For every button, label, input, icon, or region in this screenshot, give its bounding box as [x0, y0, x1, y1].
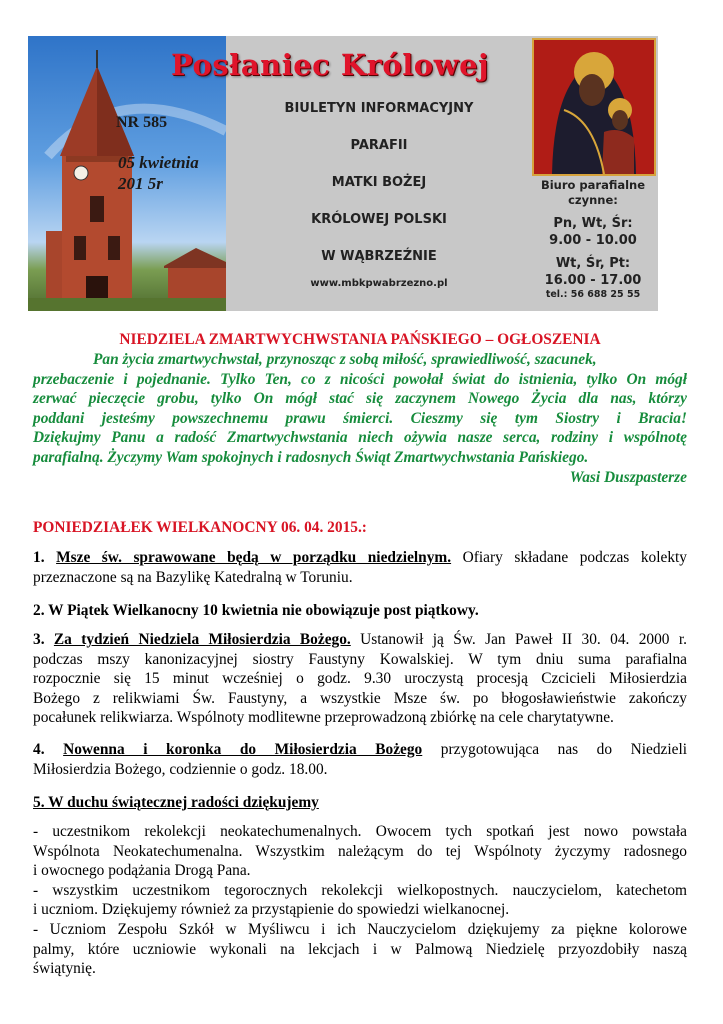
madonna-image	[534, 40, 654, 174]
masthead	[28, 36, 658, 311]
announcement-4-title: Nowenna i koronka do Miłosierdzia Bożego	[63, 741, 423, 758]
greeting-heading: NIEDZIELA ZMARTWYCHWSTANIA PAŃSKIEGO – OGŁOSZENIA	[119, 331, 601, 348]
issue-number: NR 585	[116, 114, 168, 131]
announcement-4: 4. Nowenna i koronka do Miłosierdzia Bożego przygotowująca nas do Niedzieli Miłosierdzia Bożego, codziennie o godz. 18.00.	[33, 741, 688, 778]
madonna-icon	[532, 38, 656, 176]
thanks-list: - uczestnikom rekolekcji neokatechumenalnych. Owocem tych spotkań jest nowo powstała Wspólnota Neokatechumenalna. Wszystkim należącym do tej Wspólnoty życzymy radosnego i owocnego podążania Drogą Pana. - wszystkim uczestnikom tegorocznych rekolekcji wielkopostnych. nauczycielom, katechetom i uczniom. Dziękujemy również za przystąpienie do spowiedzi wielkanocnej. - Uczniom Zespołu Szkół w Myśliwcu i ich Nauczycielom dziękujemy za piękne kolorowe palmy, które uczniowie wykonali na lekcjach i w Palmową Niedzielę przyozdobiły naszą świątynię.	[33, 823, 687, 978]
website-link[interactable]: www.mbkpwabrzezno.pl	[310, 278, 448, 289]
bulletin-line: PARAFII	[350, 138, 408, 153]
announcement-5: 5. W duchu świątecznej radości dziękujemy	[33, 794, 319, 811]
bulletin-line: KRÓLOWEJ POLSKI	[311, 212, 447, 227]
bulletin-line: W WĄBRZEŹNIE	[321, 249, 437, 264]
announcement-2: 2. W Piątek Wielkanocny 10 kwietnia nie obowiązuje post piątkowy.	[33, 602, 479, 619]
signature: Wasi Duszpasterze	[569, 468, 687, 486]
issue-date: 05 kwietnia 201 5r	[118, 153, 199, 193]
phone-number: tel.: 56 688 25 55	[545, 289, 641, 300]
announcement-1-title: Msze św. sprawowane będą w porządku niedzielnym.	[56, 549, 452, 566]
announcement-3: 3. Za tydzień Niedziela Miłosierdzia Bożego. Ustanowił ją Św. Jan Paweł II 30. 04. 2000 r. podczas mszy kanonizacyjnej siostry Faustyny Kowalskiej. W tym dniu suma parafialna rozpocznie się 15 minut wcześniej o godz. 9.30 uroczystą procesją Czcicieli Miłosierdzia Bożego z relikwiami Św. Faustyny, a wszystkie Msze św. po błogosławieństwie zakończy pocałunek relikwiarza. Wspólnoty modlitewne przeprowadzoną zbiórkę na cele charytatywne.	[33, 631, 687, 727]
bulletin-line: MATKI BOŻEJ	[331, 175, 427, 190]
bulletin-info	[234, 98, 524, 283]
parish-office-hours: Biuro parafialne czynne: Pn, Wt, Śr: 9.00 - 10.00 Wt, Śr, Pt: 16.00 - 17.00 tel.: 56 688 25 55	[528, 178, 658, 301]
section-heading: PONIEDZIAŁEK WIELKANOCNY 06. 04. 2015.:	[33, 519, 367, 536]
bulletin-line: BIULETYN INFORMACYJNY	[284, 101, 474, 116]
announcement-3-title: Za tydzień Niedziela Miłosierdzia Bożego.	[53, 631, 351, 648]
announcement-1: 1. Msze św. sprawowane będą w porządku niedzielnym. Ofiary składane podczas kolekty przeznaczone są na Bazylikę Katedralną w Toruniu.	[33, 549, 687, 586]
newsletter-title: Posłaniec Królowej	[170, 48, 490, 82]
greeting-paragraph: Pan życia zmartwychwstał, przynosząc z sobą miłość, sprawiedliwość, szacunek, przebaczenie i pojednanie. Tylko Ten, co z nicości powołał świat do istnienia, tylko On mógł zerwać pieczęcie grobu, tylko On mógł stać się zaczynem Nowego Życia dla nas, którzy poddani jesteśmy powszechnemu prawu śmierci. Cieszmy się tym Siostry i Bracia! Dziękujmy Panu a radość Zmartwychwstania niech ożywia nasze serca, rodziny i wspólnotę parafialną. Życzymy Wam spokojnych i radosnych Świąt Zmartwychwstania Pańskiego. Wasi Duszpasterze	[33, 351, 687, 486]
